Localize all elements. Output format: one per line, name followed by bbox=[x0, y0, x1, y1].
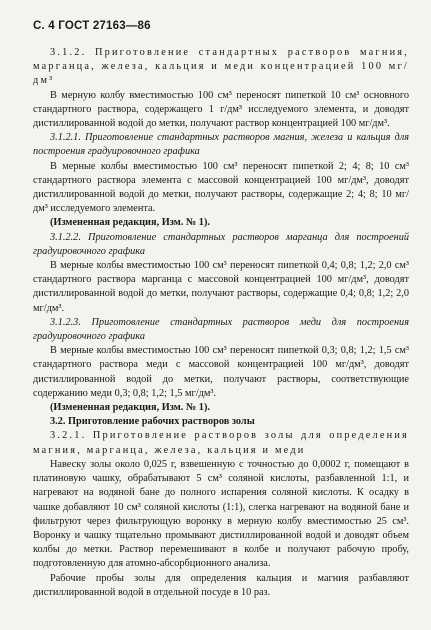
section-3-1-2-2-text: В мерные колбы вместимостью 100 см³ переносят пипеткой 0,4; 0,8; 1,2; 2,0 см³ стандартного раствора марганца с массовой концентрацией 100 мг/дм³, доводят дистиллированной водой до метки, получают растворы, содержащие 0,4; 0,8; 1,2; 2,0 мг/дм³. bbox=[33, 260, 409, 314]
page-header: С. 4 ГОСТ 27163—86 bbox=[33, 20, 151, 32]
closing-paragraph: Рабочие пробы золы для определения кальция и магния разбавляют дистиллированной водой в отдельной посуде в 10 раз. bbox=[33, 572, 409, 598]
section-3-1-2-1-text: В мерные колбы вместимостью 100 см³ переносят пипеткой 2; 4; 8; 10 см³ стандартного раствора элемента с массовой концентрацией 100 мг/дм³, доводят дистиллированной водой до метки, получают растворы, содержащие 2; 4; 8; 10 мг/дм³ исследуемого элемента. bbox=[33, 160, 409, 215]
section-3-2-1-text: Навеску золы около 0,025 г, взвешенную с точностью до 0,0002 г, помещают в платиновую чашку, обрабатывают 5 см³ соляной кислоты, разбавленной 1:1, и нагревают на водяной бане до полного испарения соляной кислоты. К осадку в чашке добавляют 10 см³ соляной кислоты (1:1), слегка нагревают на водяной бане и фильтруют через фильтрующую воронку в мерную колбу вместимостью 25 см³. Воронку и чашку тщательно промывают дистиллированной водой и доводят объем колбы до метки. Раствор перемешивают в колбе и получают рабочую пробу, подготовленную для атомно-абсорбционного анализа. bbox=[33, 458, 409, 570]
amendment-note-1: (Измененная редакция, Изм. № 1). bbox=[50, 217, 210, 229]
section-3-2-heading: 3.2. Приготовление рабочих растворов золы bbox=[50, 416, 255, 428]
section-3-1-2-2-heading: 3.1.2.2. Приготовление стандартных растворов марганца для построений градуировочного графика bbox=[33, 231, 409, 257]
section-3-1-2-3-heading: 3.1.2.3. Приготовление стандартных растворов меди для построения градуировочного графика bbox=[33, 316, 409, 343]
section-3-1-2-heading: 3.1.2. Приготовление стандартных растворов магния, марганца, железа, кальция и меди концентрацией 100 мг/дм³ bbox=[33, 47, 409, 87]
section-3-1-2-3-text: В мерные колбы вместимостью 100 см³ переносят пипеткой 0,3; 0,8; 1,2; 1,5 см³ стандартного раствора меди с массовой концентрацией 100 мг/дм³, доводят дистиллированной водой до метки, получают растворы, соответствующие содержанию меди 0,3; 0,8; 1,2; 1,5 мг/дм³. bbox=[33, 345, 409, 399]
section-3-2-1-heading: 3.2.1. Приготовление растворов золы для определения магния, марганца, железа, кальция и меди bbox=[33, 430, 409, 456]
amendment-note-2: (Измененная редакция, Изм. № 1). bbox=[50, 402, 210, 414]
document-body bbox=[33, 46, 409, 600]
section-3-1-2-text: В мерную колбу вместимостью 100 см³ переносят пипеткой 10 см³ основного стандартного раствора, содержащего 1 г/дм³ исследуемого элемента, и доводят дистиллированной водой до метки, получают раствор концентрацией 100 мг/дм³. bbox=[33, 89, 409, 130]
section-3-1-2-1-heading: 3.1.2.1. Приготовление стандартных растворов магния, железа и кальция для построения градуировочного графика bbox=[33, 132, 409, 158]
